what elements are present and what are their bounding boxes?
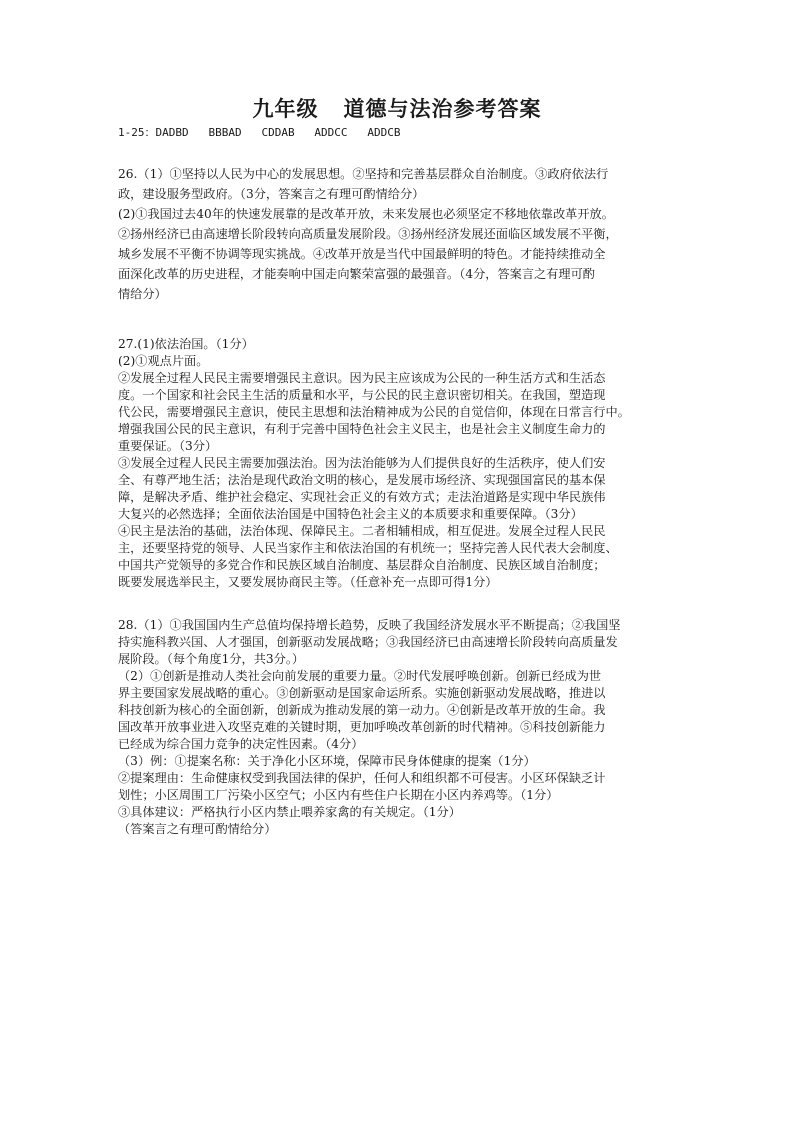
q26-line: 城乡发展不平衡不协调等现实挑战。④改革开放是当代中国最鲜明的特色。才能持续推动全 [118,247,606,261]
q27-line: 中国共产党领导的多党合作和民族区域自治制度、基层群众自治制度、民族区域自治制度； [118,558,606,572]
q28-line: （2）①创新是推动人类社会向前发展的重要力量。②时代发展呼唤创新。创新已经成为世 [118,669,602,683]
question-27 [118,336,686,591]
q28-line: 持实施科教兴国、人才强国，创新驱动发展战略；③我国经济已由高速增长阶段转向高质量发 [118,635,618,649]
q26-line: 26.（1）①坚持以人民为中心的发展思想。②坚持和完善基层群众自治制度。③政府依法行 [118,167,609,181]
q27-line: 障，是解决矛盾、维护社会稳定、实现社会正义的有效方式；走法治道路是实现中华民族伟 [118,490,606,504]
q26-line: 政，建设服务型政府。（3分，答案言之有理可酌情给分） [118,187,425,201]
q26-line: 情给分） [118,287,167,301]
q28-line: 已经成为综合国力竞争的决定性因素。（4分） [118,737,364,751]
q28-line: 国改革开放事业进入攻坚克难的关键时期，更加呼唤改革创新的时代精神。⑤科技创新能力 [118,720,606,734]
q26-line: (2)①我国过去40年的快速发展靠的是改革开放，未来发展也必须坚定不移地依靠改革开放。 [118,207,614,221]
multiple-choice-answers: 1-25：DADBD BBBAD CDDAB ADDCC ADDCB [118,126,401,139]
question-26 [118,164,686,304]
q28-line: 28.（1）①我国国内生产总值均保持增长趋势，反映了我国经济发展水平不断提高；②我国坚 [118,618,621,632]
question-28 [118,617,686,838]
q27-line: 代公民，需要增强民主意识，使民主思想和法治精神成为公民的自觉信仰，体现在日常言行中。 [118,405,630,419]
q27-line: 既要发展选举民主，又要发展协商民主等。（任意补充一点即可得1分） [118,575,498,589]
q27-line: 全、有尊严地生活；法治是现代政治文明的核心，是发展市场经济、实现强国富民的基本保 [118,473,606,487]
q27-line: ④民主是法治的基础，法治体现、保障民主。二者相辅相成，相互促进。发展全过程人民民 [118,524,606,538]
q28-line: （答案言之有理可酌情给分） [118,822,277,836]
q27-line: (2)①观点片面。 [118,354,209,368]
q28-line: 科技创新为核心的全面创新，创新成为推动发展的第一动力。④创新是改革开放的生命。我 [118,703,606,717]
q27-line: 度。一个国家和社会民主生活的质量和水平，与公民的民主意识密切相关。在我国，塑造现 [118,388,606,402]
page-title: 九年级 道德与法治参考答案 [252,97,542,121]
q26-line: ②扬州经济已由高速增长阶段转向高质量发展阶段。③扬州经济发展还面临区域发展不平衡， [118,227,618,241]
q27-line: 27.(1)依法治国。（1分） [118,337,254,351]
q27-line: ③发展全过程人民民主需要加强法治。因为法治能够为人们提供良好的生活秩序，使人们安 [118,456,606,470]
q27-line: 大复兴的必然选择；全面依法治国是中国特色社会主义的本质要求和重要保障。（3分） [118,507,583,521]
q27-line: 主，还要坚持党的领导、人民当家作主和依法治国的有机统一；坚持完善人民代表大会制度、 [118,541,618,555]
q27-line: 重要保证。（3分） [118,439,218,453]
answer-content [118,126,686,838]
q28-line: 划性；小区周围工厂污染小区空气；小区内有些住户长期在小区内养鸡等。（1分） [118,788,559,802]
q27-line: 增强我国公民的民主意识，有利于完善中国特色社会主义民主，也是社会主义制度生命力的 [118,422,606,436]
q28-line: 展阶段。（每个角度1分，共3分。） [118,652,305,666]
q28-line: ③具体建议：严格执行小区内禁止喂养家禽的有关规定。（1分） [118,805,461,819]
q28-line: ②提案理由：生命健康权受到我国法律的保护，任何人和组织都不可侵害。小区环保缺乏计 [118,771,606,785]
q28-line: （3）例：①提案名称：关于净化小区环境，保障市民身体健康的提案（1分） [118,754,536,768]
q28-line: 界主要国家发展战略的重心。③创新驱动是国家命运所系。实施创新驱动发展战略，推进以 [118,686,606,700]
q26-line: 面深化改革的历史进程，才能奏响中国走向繁荣富强的最强音。（4分，答案言之有理可酌 [118,267,595,281]
q27-line: ②发展全过程人民民主需要增强民主意识。因为民主应该成为公民的一种生活方式和生活态 [118,371,606,385]
